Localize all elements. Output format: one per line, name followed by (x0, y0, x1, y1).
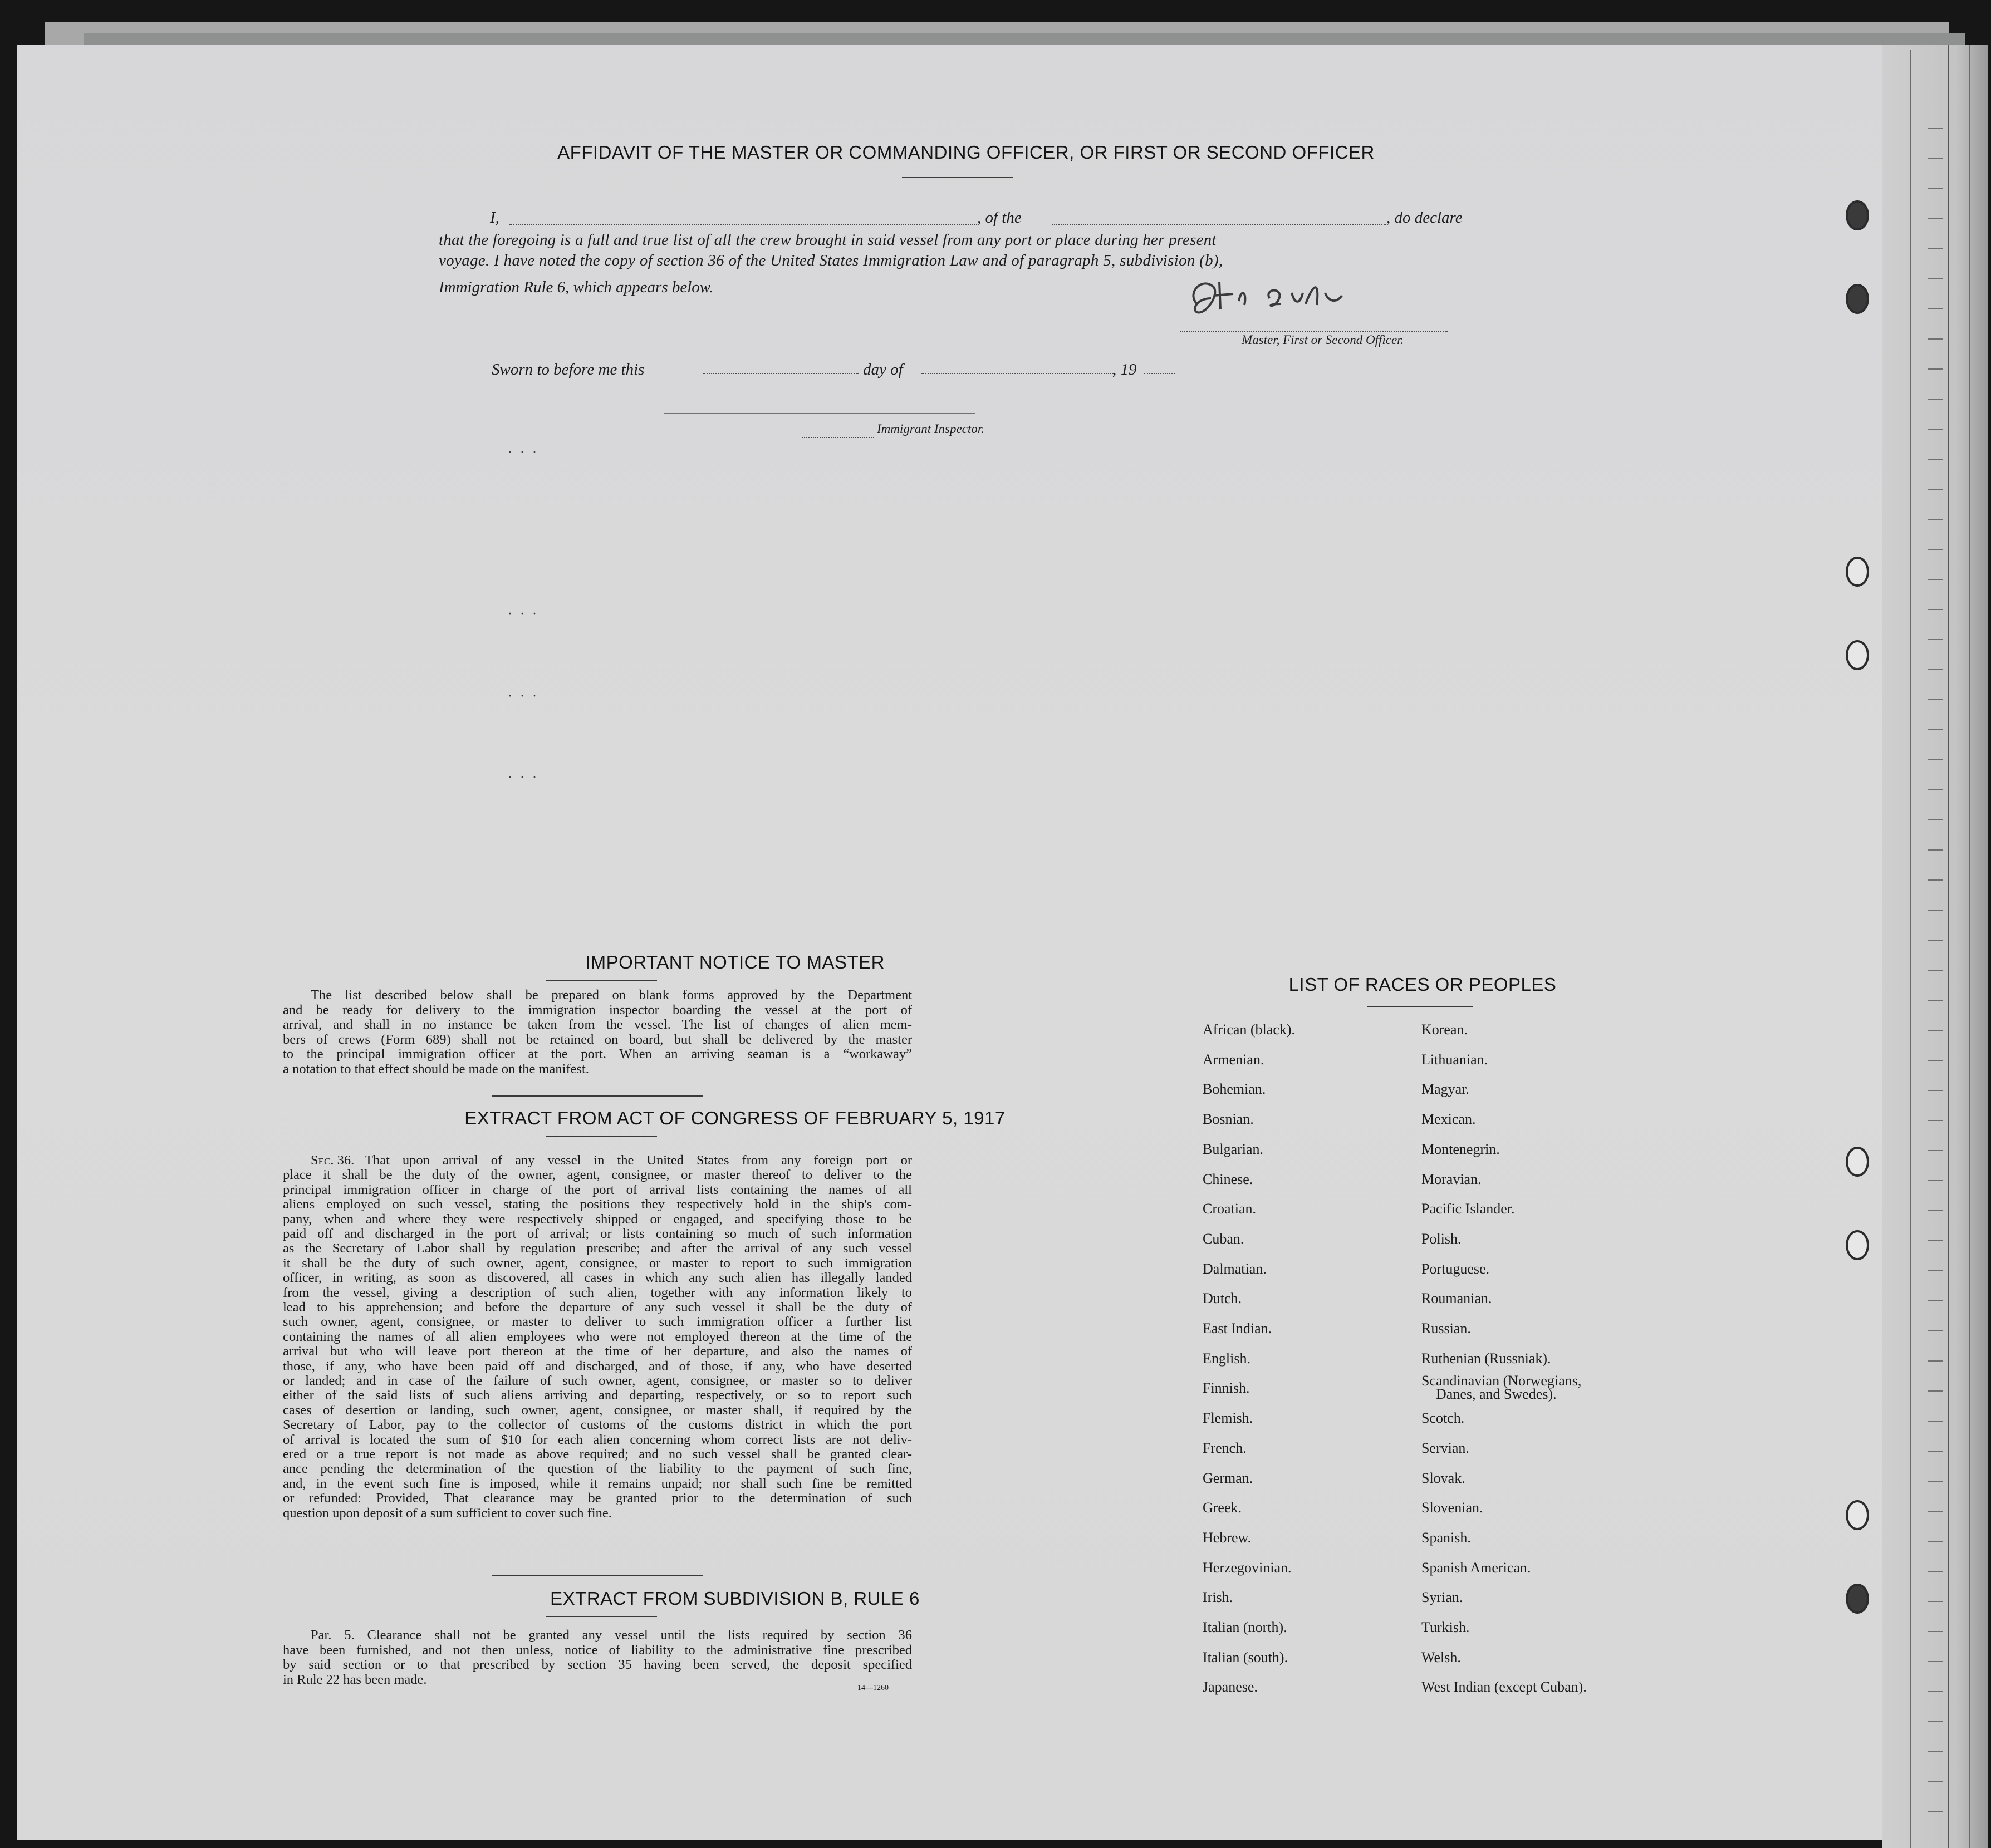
race-item: Lithuanian. (1421, 1051, 1488, 1068)
margin-tick (1928, 1330, 1943, 1331)
margin-tick (1928, 1511, 1943, 1512)
notice-title: IMPORTANT NOTICE TO MASTER (585, 952, 885, 972)
margin-tick (1928, 940, 1943, 941)
margin-tick (1928, 338, 1943, 340)
margin-tick (1928, 1240, 1943, 1241)
margin-tick (1928, 1811, 1943, 1812)
paragraph-line: as the Secretary of Labor shall by regulation prescribe; and after the arrival of any such vessel (283, 1241, 912, 1256)
paragraph-line: Par. 5. Clearance shall not be granted any vessel until the lists required by section 36 (311, 1628, 912, 1643)
margin-tick (1928, 218, 1943, 219)
race-item: Russian. (1421, 1320, 1471, 1336)
race-item: Bulgarian. (1203, 1141, 1264, 1157)
race-item: Scotch. (1421, 1410, 1465, 1427)
extract-rule-title: EXTRACT FROM SUBDIVISION B, RULE 6 (550, 1588, 920, 1609)
form-number: 14—1260 (857, 1684, 889, 1692)
margin-tick (1928, 1661, 1943, 1662)
margin-tick (1928, 429, 1943, 430)
margin-tick (1928, 1360, 1943, 1362)
race-item: Servian. (1421, 1439, 1469, 1456)
affidavit-body-line2: voyage. I have noted the copy of section 36 of the United States Immigration Law and of paragraph 5, subdivision (b), (439, 252, 1223, 269)
title-underline (902, 177, 1013, 178)
paragraph-line: those, if any, who have been paid off and discharged, and of those, if any, who have deserted (283, 1358, 912, 1373)
race-item: English. (1203, 1350, 1250, 1367)
notice-underline (546, 980, 657, 981)
race-item: Pacific Islander. (1421, 1201, 1515, 1217)
race-item: Chinese. (1203, 1171, 1253, 1187)
margin-tick (1928, 579, 1943, 580)
affidavit-body-line3: Immigration Rule 6, which appears below. (439, 278, 714, 296)
binder-hole (1846, 200, 1869, 230)
affidavit-body-line1: that the foregoing is a full and true list of all the crew brought in said vessel from any port or place during her present (439, 231, 1217, 249)
binder-hole (1846, 640, 1869, 670)
binder-hole (1846, 1230, 1869, 1260)
paragraph-line: in Rule 22 has been made. (283, 1672, 427, 1687)
paragraph-line: cases of desertion or landing, such owner, agent, consignee, or master shall, if required by the (283, 1402, 912, 1418)
affidavit-title: AFFIDAVIT OF THE MASTER OR COMMANDING OFFICER, OR FIRST OR SECOND OFFICER (557, 142, 1375, 163)
race-item: Greek. (1203, 1500, 1242, 1516)
race-item: Scandinavian (Norwegians, Danes, and Swedes). (1421, 1373, 1582, 1403)
margin-tick (1928, 308, 1943, 309)
margin-tick (1928, 789, 1943, 790)
paragraph-line: it shall be the duty of such owner, agent, consignee, or master to report to such immigration (283, 1255, 912, 1271)
race-item: Slovak. (1421, 1469, 1465, 1486)
margin-tick (1928, 729, 1943, 730)
dot-leaders: ··· (508, 445, 545, 460)
year-field[interactable] (1144, 373, 1175, 374)
paragraph-line: The list described below shall be prepared on blank forms approved by the Department (311, 987, 912, 1002)
margin-tick (1928, 1180, 1943, 1181)
margin-tick (1928, 1210, 1943, 1211)
margin-tick (1928, 819, 1943, 820)
paragraph-line: by said section or to that prescribed by section 35 having been served, the deposit specified (283, 1657, 912, 1672)
paragraph-line: pany, when and where they were respectively shipped or engaged, and specifying those to be (283, 1211, 912, 1226)
paragraph-line: either of the said lists of such aliens arriving and departing, respectively, or so to report such (283, 1388, 912, 1403)
paragraph-line: or refunded: Provided, That clearance may be granted prior to the determination of such (283, 1491, 912, 1506)
race-item: West Indian (except Cuban). (1421, 1679, 1587, 1695)
page-right-margin (1882, 45, 1988, 1848)
extract-rule-underline (546, 1616, 657, 1617)
race-item: Bohemian. (1203, 1081, 1266, 1098)
race-item: Italian (south). (1203, 1649, 1288, 1665)
margin-tick (1928, 549, 1943, 550)
race-item: Polish. (1421, 1230, 1462, 1247)
paragraph-line: Secretary of Labor, pay to the collector of customs of the customs district in which the port (283, 1417, 912, 1432)
dot-leaders: ··· (508, 689, 545, 704)
margin-tick (1928, 1481, 1943, 1482)
race-item: Japanese. (1203, 1679, 1258, 1695)
races-underline (1367, 1006, 1473, 1007)
page-edge-line (1969, 45, 1970, 1848)
margin-tick (1928, 1060, 1943, 1061)
margin-tick (1928, 1030, 1943, 1031)
paragraph-line: of arrival is located the sum of $10 for each alien concerning whom correct lists are not deliv- (283, 1432, 912, 1447)
year-prefix: , 19 (1112, 361, 1137, 379)
margin-tick (1928, 849, 1943, 851)
section-divider (492, 1095, 703, 1097)
margin-tick (1928, 368, 1943, 370)
binder-hole (1846, 284, 1869, 314)
margin-tick (1928, 639, 1943, 640)
margin-tick (1928, 1451, 1943, 1452)
margin-tick (1928, 1090, 1943, 1091)
paragraph-line: and, in the event such fine is imposed, while it remains unpaid; nor shall such fine be remitted (283, 1476, 912, 1491)
race-item: Flemish. (1203, 1410, 1253, 1427)
margin-tick (1928, 459, 1943, 460)
margin-tick (1928, 1781, 1943, 1782)
dot-leaders: ··· (508, 770, 545, 785)
race-item: Dalmatian. (1203, 1260, 1267, 1277)
inspector-caption: Immigrant Inspector. (877, 422, 984, 436)
name-field[interactable] (509, 224, 977, 225)
margin-tick (1928, 1150, 1943, 1151)
race-item: Welsh. (1421, 1649, 1461, 1665)
margin-tick (1928, 699, 1943, 700)
dot-leaders: ··· (508, 607, 545, 621)
margin-tick (1928, 1541, 1943, 1542)
race-item: Cuban. (1203, 1230, 1244, 1247)
paragraph-line: arrival but who will leave port thereon at the time of her departure, and also the names of (283, 1344, 912, 1359)
day-of-label: day of (863, 361, 903, 379)
margin-tick (1928, 1751, 1943, 1752)
margin-tick (1928, 879, 1943, 881)
race-item: Dutch. (1203, 1290, 1242, 1307)
margin-tick (1928, 1571, 1943, 1572)
officer-signature (1180, 271, 1414, 332)
paragraph-line: lead to his apprehension; and before the departure of any such vessel it shall be the duty of (283, 1300, 912, 1315)
paragraph-line: question upon deposit of a sum sufficient to cover such fine. (283, 1505, 612, 1521)
affidavit-i: I, (490, 209, 499, 227)
margin-tick (1928, 609, 1943, 610)
paragraph-line: ered or a true report is not made as above required; and no such vessel shall be granted clear- (283, 1447, 912, 1462)
margin-tick (1928, 1601, 1943, 1602)
month-field[interactable] (921, 373, 1114, 374)
paragraph-line: bers of crews (Form 689) shall not be retained on board, but shall be delivered by the master (283, 1031, 912, 1047)
margin-tick (1928, 910, 1943, 911)
race-item: Slovenian. (1421, 1500, 1483, 1516)
race-item: Montenegrin. (1421, 1141, 1500, 1157)
section-divider (492, 1575, 703, 1576)
races-title: LIST OF RACES OR PEOPLES (1288, 974, 1557, 995)
sworn-prefix: Sworn to before me this (492, 361, 645, 379)
paragraph-line: ance pending the determination of the question of the liability to the payment of such fine, (283, 1461, 912, 1476)
race-item: Syrian. (1421, 1589, 1463, 1606)
race-item: Irish. (1203, 1589, 1233, 1606)
race-item: Herzegovinian. (1203, 1559, 1292, 1576)
paragraph-line: arrival, and shall in no instance be taken from the vessel. The list of changes of alien mem- (283, 1017, 912, 1032)
sec-label: Sec. 36. (311, 1153, 355, 1168)
margin-tick (1928, 1421, 1943, 1422)
paragraph-line: have been furnished, and not then unless, notice of liability to the administrative fine prescribed (283, 1642, 912, 1658)
margin-tick (1928, 669, 1943, 670)
race-item: German. (1203, 1469, 1253, 1486)
page-edge-line (1948, 45, 1949, 1848)
paragraph-line: principal immigration officer in charge of the port of arrival lists containing the names of all (283, 1182, 912, 1197)
paragraph-line: place it shall be the duty of the owner, agent, consignee, or master thereof to deliver to the (283, 1167, 912, 1182)
margin-tick (1928, 1300, 1943, 1301)
page-edge-line (1910, 50, 1911, 1848)
margin-tick (1928, 1120, 1943, 1121)
paragraph-line: and be ready for delivery to the immigration inspector boarding the vessel at the port of (283, 1002, 912, 1018)
paragraph-line: paid off and discharged in the port of arrival; or lists containing so much of such information (283, 1226, 912, 1241)
margin-tick (1928, 399, 1943, 400)
paragraph-line: a notation to that effect should be made on the manifest. (283, 1061, 589, 1077)
margin-tick (1928, 759, 1943, 760)
race-item: Ruthenian (Russniak). (1421, 1350, 1551, 1367)
race-item: Spanish American. (1421, 1559, 1531, 1576)
race-item: Mexican. (1421, 1111, 1476, 1128)
race-item: Croatian. (1203, 1201, 1257, 1217)
race-item: East Indian. (1203, 1320, 1272, 1336)
margin-tick (1928, 970, 1943, 971)
sworn-day-field[interactable] (703, 373, 859, 374)
binder-hole (1846, 1147, 1869, 1177)
race-item: Spanish. (1421, 1529, 1471, 1546)
race-item: Hebrew. (1203, 1529, 1252, 1546)
margin-tick (1928, 1390, 1943, 1392)
margin-tick (1928, 519, 1943, 520)
race-item: Moravian. (1421, 1171, 1482, 1187)
race-item: Roumanian. (1421, 1290, 1492, 1307)
paragraph-line: containing the names of all alien employees who were not employed thereon at the time of the (283, 1329, 912, 1344)
race-item: Finnish. (1203, 1380, 1250, 1397)
extract-act-title: EXTRACT FROM ACT OF CONGRESS OF FEBRUARY 5, 1917 (464, 1108, 1006, 1128)
binder-hole (1846, 557, 1869, 587)
document-page (17, 45, 1949, 1840)
paragraph-line: aliens employed on such vessel, stating the positions they respectively hold in the ship's com- (283, 1197, 912, 1212)
margin-tick (1928, 188, 1943, 189)
inspector-signature-field[interactable] (664, 413, 975, 414)
binder-hole (1846, 1584, 1869, 1614)
race-item: French. (1203, 1439, 1247, 1456)
race-item: Magyar. (1421, 1081, 1469, 1098)
affidavit-of-the: , of the (977, 209, 1022, 227)
signature-caption: Master, First or Second Officer. (1242, 333, 1404, 347)
race-item: Portuguese. (1421, 1260, 1490, 1277)
inspector-dots (802, 437, 874, 438)
margin-tick (1928, 248, 1943, 249)
signature-field[interactable] (1180, 331, 1448, 332)
margin-tick (1928, 489, 1943, 490)
margin-tick (1928, 1270, 1943, 1271)
race-item: Italian (north). (1203, 1619, 1287, 1635)
race-item: Armenian. (1203, 1051, 1264, 1068)
paragraph-line: from the vessel, giving a description of such alien, together with any information likely to (283, 1285, 912, 1300)
vessel-field[interactable] (1052, 224, 1386, 225)
margin-tick (1928, 128, 1943, 129)
paragraph-line: That upon arrival of any vessel in the United States from any foreign port or (365, 1153, 912, 1168)
binder-hole (1846, 1500, 1869, 1530)
margin-tick (1928, 1721, 1943, 1722)
race-item: Bosnian. (1203, 1111, 1254, 1128)
paragraph-line: to the principal immigration officer at the port. When an arriving seaman is a “workaway” (283, 1046, 912, 1061)
race-item: African (black). (1203, 1021, 1296, 1038)
paragraph-line: or landed; and in case of the failure of such owner, agent, consignee, or master so to deliver (283, 1373, 912, 1388)
race-item: Turkish. (1421, 1619, 1470, 1635)
extract-act-underline (546, 1136, 657, 1137)
race-item: Korean. (1421, 1021, 1468, 1038)
margin-tick (1928, 1631, 1943, 1632)
paragraph-line: such owner, agent, consignee, or master to deliver to such immigration officer a further list (283, 1314, 912, 1329)
margin-tick (1928, 1691, 1943, 1692)
margin-tick (1928, 278, 1943, 279)
margin-tick (1928, 1000, 1943, 1001)
affidavit-do-declare: , do declare (1386, 209, 1463, 227)
paragraph-line: officer, in writing, as soon as discovered, all cases in which any such alien has illegally landed (283, 1270, 912, 1285)
